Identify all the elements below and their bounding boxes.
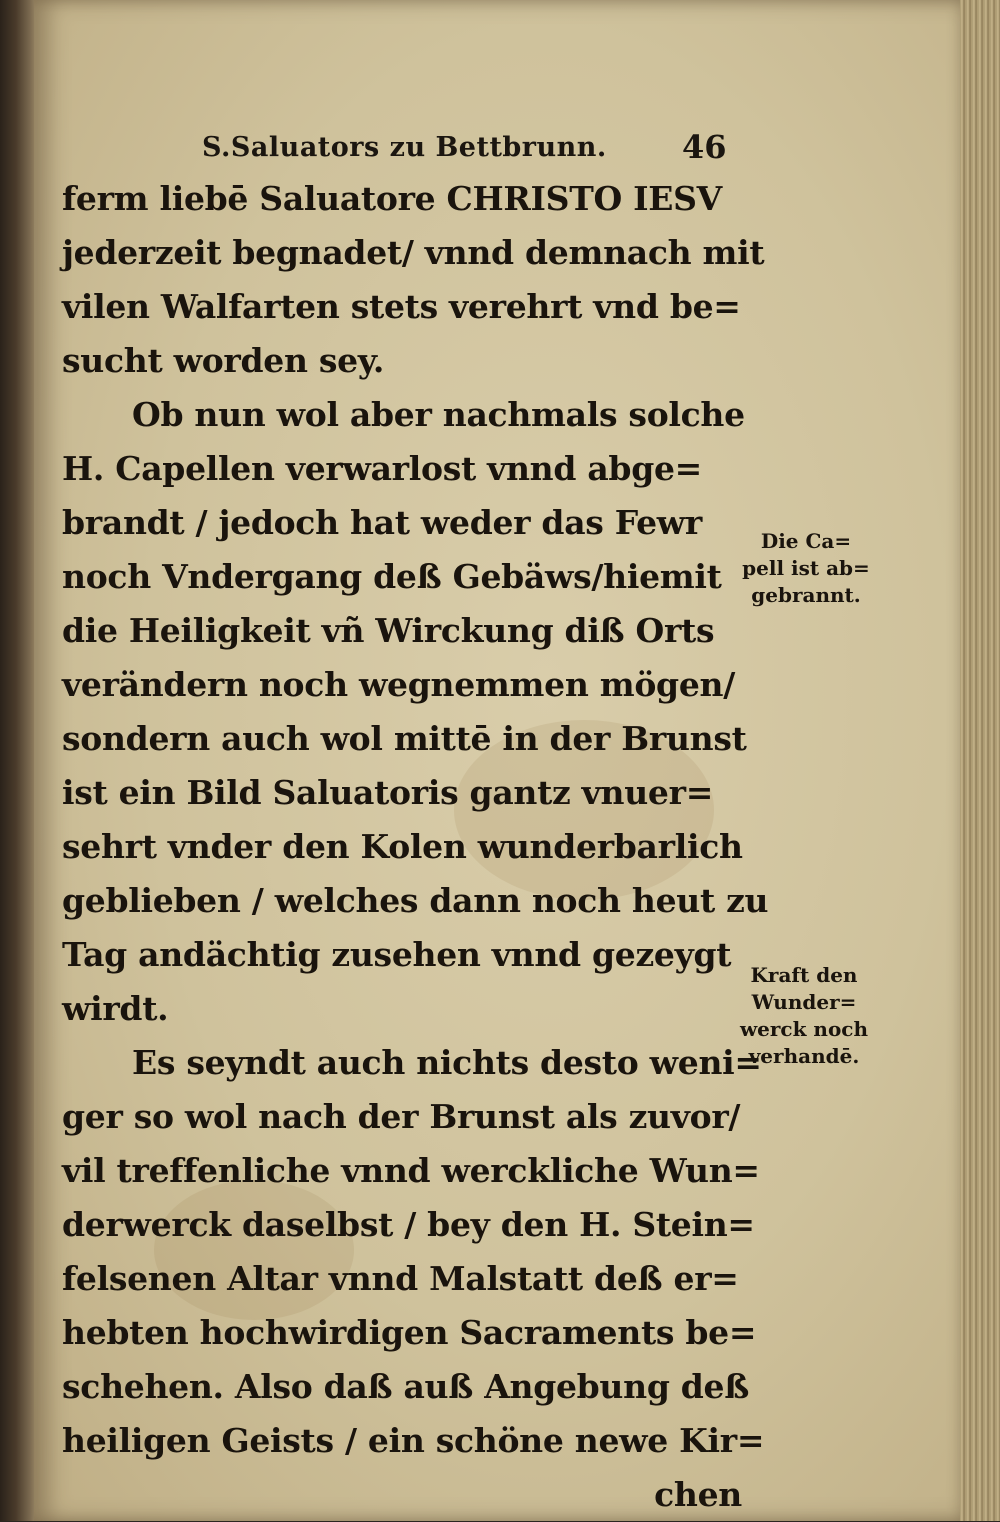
text-line: heiligen Geists / ein schöne newe Kir= <box>62 1421 765 1460</box>
running-head: S.Saluators zu Bettbrunn. <box>202 132 607 163</box>
text-line: die Heiligkeit vñ Wirckung diß Orts <box>62 611 715 650</box>
text-line: ist ein Bild Saluatoris gantz vnuer= <box>62 773 714 812</box>
text-line: H. Capellen verwarlost vnnd abge= <box>62 449 703 488</box>
marginal-note-line: pell ist ab= <box>742 556 870 580</box>
text-line: sehrt vnder den Kolen wunderbarlich <box>62 827 743 866</box>
marginal-note-line: Die Ca= <box>760 529 852 553</box>
text-line: wirdt. <box>62 989 169 1028</box>
text-line: hebten hochwirdigen Sacraments be= <box>62 1313 757 1352</box>
text-line: Ob nun wol aber nachmals solche <box>132 395 745 434</box>
text-line: felsenen Altar vnnd Malstatt deß er= <box>62 1259 739 1298</box>
text-line: noch Vndergang deß Gebäws/hiemit <box>62 557 722 596</box>
page-number: 46 <box>682 128 727 166</box>
text-line: sondern auch wol mittē in der Brunst <box>62 719 747 758</box>
marginal-note-line: werck noch <box>739 1017 869 1041</box>
text-line: schehen. Also daß auß Angebung deß <box>62 1367 750 1406</box>
body-text <box>62 172 769 1522</box>
text-line: sucht worden sey. <box>62 341 385 380</box>
marginal-note-line: gebrannt. <box>751 583 861 607</box>
text-line: brandt / jedoch hat weder das Fewr <box>62 503 702 542</box>
text-line: vilen Walfarten stets verehrt vnd be= <box>62 287 741 326</box>
text-line: geblieben / welches dann noch heut zu <box>62 881 769 920</box>
text-line: ger so wol nach der Brunst als zuvor/ <box>62 1097 741 1136</box>
marginal-note-line: Kraft den <box>750 963 858 987</box>
text-line: Tag andächtig zusehen vnnd gezeygt <box>62 935 732 974</box>
marginal-note <box>734 962 874 1070</box>
text-line: ferm liebē Saluatore CHRISTO IESV <box>62 179 722 218</box>
marginal-note-line: Wunder= <box>751 990 857 1014</box>
marginal-note <box>736 528 876 609</box>
marginal-note-line: verhandē. <box>748 1044 860 1068</box>
page-header <box>172 128 740 168</box>
text-line: Es seyndt auch nichts desto weni= <box>132 1043 762 1082</box>
text-line: jederzeit begnadet/ vnnd demnach mit <box>62 233 765 272</box>
text-line: derwerck daselbst / bey den H. Stein= <box>62 1205 755 1244</box>
text-line: vil treffenliche vnnd werckliche Wun= <box>62 1151 760 1190</box>
page-fore-edge <box>960 0 1000 1521</box>
catchword: chen <box>654 1475 742 1514</box>
text-line: verändern noch wegnemmen mögen/ <box>62 665 735 704</box>
